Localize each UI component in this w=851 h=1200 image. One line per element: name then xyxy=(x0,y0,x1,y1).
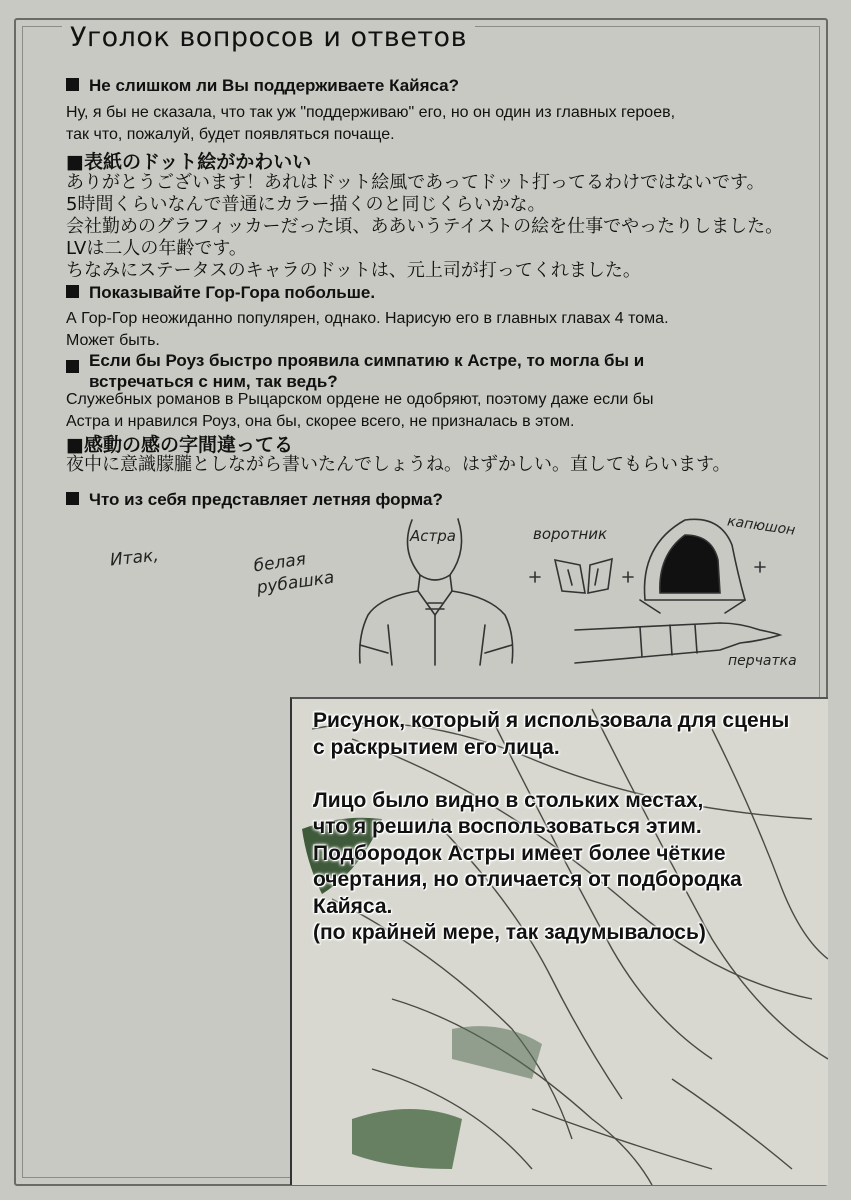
question-2: ■表紙のドット絵がかわいい xyxy=(66,151,312,173)
question-4-text: Если бы Роуз быстро проявила симпатию к Астре, то могла бы и встречаться с ним, так ведь? xyxy=(89,351,645,391)
bullet-square-icon xyxy=(66,492,79,505)
answer-2: ありがとうございます！あれはドット絵風であってドット打ってるわけではないです。 5時間くらいなんで普通にカラー描くのと同じくらいかな。 会社勤めのグラフィッカーだった頃、ああいうテイストの絵を仕事でやったりしました。 LVは二人の年齢です。 ちなみにステータスのキャラのドットは、元上司が打ってくれました。 xyxy=(66,172,784,281)
sketch-label-collar: воротник xyxy=(533,525,608,543)
question-3 xyxy=(66,282,375,303)
answer-3: А Гор-Гор неожиданно популярен, однако. Нарисую его в главных главах 4 тома. Может быть. xyxy=(66,310,669,349)
bullet-square-icon xyxy=(66,78,79,91)
bullet-square-icon xyxy=(66,285,79,298)
question-6-text: Что из себя представляет летняя форма? xyxy=(89,490,443,509)
question-5: ■感動の感の字間違ってる xyxy=(66,434,293,456)
question-1-text: Не слишком ли Вы поддерживаете Кайяса? xyxy=(89,76,460,95)
collar-sketch xyxy=(555,559,612,593)
bullet-square-icon xyxy=(66,360,79,373)
uniform-sketch xyxy=(340,505,820,685)
answer-1: Ну, я бы не сказала, что так уж "поддерживаю" его, но он один из главных героев, так что, пожалуй, будет появляться почаще. xyxy=(66,104,676,143)
illustration-caption: Рисунок, который я использовала для сцены с раскрытием его лица. Лицо было видно в стольких местах, что я решила воспользоваться этим. Подбородок Астры имеет более чёткие очертания, но отличается от подбородка Кайяса. (по крайней мере, так задумывалось) xyxy=(313,709,790,944)
sketch-label-hood: капюшон xyxy=(726,513,797,539)
answer-4: Служебных романов в Рыцарском ордене не одобряют, поэтому даже если бы Астра и нравился Роуз, она бы, скорее всего, не призналась в этом. xyxy=(66,391,654,430)
question-4 xyxy=(66,350,644,392)
hood-sketch xyxy=(640,519,745,613)
page-title: Уголок вопросов и ответов xyxy=(62,22,475,53)
figure-sketch xyxy=(360,519,513,665)
question-3-text: Показывайте Гор-Гора побольше. xyxy=(89,283,376,302)
answer-5: 夜中に意識朦朧としながら書いたんでしょうね。はずかしい。直してもらいます。 xyxy=(66,454,731,475)
sketch-label-astra: Астра xyxy=(410,527,456,545)
question-1 xyxy=(66,75,459,96)
sketch-label-glove: перчатка xyxy=(728,653,797,669)
sketch-label-shirt: белая рубашка xyxy=(252,549,336,599)
glove-sketch xyxy=(575,623,780,663)
sketch-label-itak: Итак, xyxy=(109,545,160,571)
